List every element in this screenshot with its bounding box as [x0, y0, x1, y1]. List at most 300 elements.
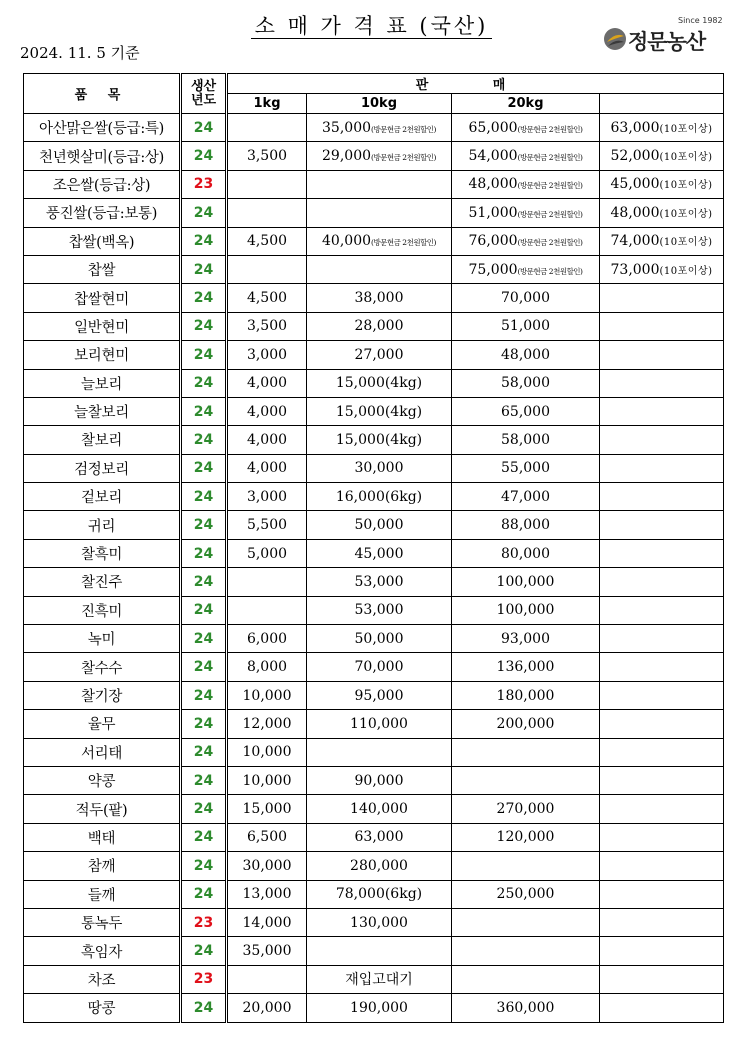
price-10kg: [307, 341, 452, 369]
price-bulk: [600, 710, 724, 738]
table-row: [24, 625, 724, 653]
price-bulk: [600, 312, 724, 340]
production-year: 24: [181, 397, 227, 425]
price-1kg: [227, 965, 307, 993]
price-value: 52,000: [610, 148, 660, 165]
price-20kg: [452, 426, 600, 454]
production-year: 23: [181, 170, 227, 198]
price-value: 270,000: [496, 801, 555, 818]
price-note: (10포이상): [659, 265, 713, 277]
production-year: 24: [181, 255, 227, 283]
price-note: (방문현금 2천원할인): [517, 209, 583, 219]
price-value: 40,000: [322, 233, 372, 250]
price-20kg: [452, 142, 600, 170]
item-name: 찰진주: [24, 568, 181, 596]
production-year: 24: [181, 852, 227, 880]
price-value: 80,000: [501, 545, 550, 562]
price-1kg: 4,000: [227, 454, 307, 482]
price-rows: [24, 114, 724, 1023]
price-20kg: [452, 908, 600, 936]
item-name: 참깨: [24, 852, 181, 880]
price-bulk: [600, 852, 724, 880]
header-10kg: 10kg: [307, 94, 452, 114]
item-name: 율무: [24, 710, 181, 738]
price-10kg: [307, 653, 452, 681]
item-name: 흑임자: [24, 937, 181, 965]
table-row: [24, 454, 724, 482]
price-value: 180,000: [496, 687, 555, 704]
price-1kg: 5,000: [227, 539, 307, 567]
production-year: 24: [181, 653, 227, 681]
price-value: 190,000: [350, 999, 408, 1016]
header-1kg: 1kg: [227, 94, 307, 114]
price-10kg: [307, 852, 452, 880]
price-value: 48,000: [610, 204, 660, 221]
price-value: 250,000: [496, 886, 555, 903]
price-bulk: [600, 284, 724, 312]
price-10kg: [307, 483, 452, 511]
production-year: 24: [181, 199, 227, 227]
price-value: 130,000: [350, 914, 408, 931]
price-20kg: [452, 511, 600, 539]
production-year: 24: [181, 568, 227, 596]
production-year: 23: [181, 908, 227, 936]
price-20kg: [452, 227, 600, 255]
page-title: 소 매 가 격 표 (국산): [0, 10, 743, 40]
price-note: (방문현금 2천원할인): [371, 238, 436, 248]
production-year: 24: [181, 312, 227, 340]
production-year: 24: [181, 426, 227, 454]
price-1kg: 4,000: [227, 426, 307, 454]
item-name: 일반현미: [24, 312, 181, 340]
price-20kg: [452, 170, 600, 198]
price-1kg: [227, 255, 307, 283]
price-10kg: [307, 568, 452, 596]
price-10kg: [307, 937, 452, 965]
price-value: 53,000: [354, 573, 404, 590]
item-name: 늘보리: [24, 369, 181, 397]
table-row: [24, 596, 724, 624]
price-value: 136,000: [496, 659, 555, 676]
table-row: [24, 284, 724, 312]
price-bulk: [600, 994, 724, 1022]
price-value: 28,000: [354, 318, 404, 335]
price-bulk: [600, 142, 724, 170]
table-row: [24, 114, 724, 142]
price-value: 76,000: [468, 233, 518, 250]
table-row: [24, 766, 724, 794]
price-10kg: [307, 625, 452, 653]
item-name: 찰흑미: [24, 539, 181, 567]
price-10kg: [307, 312, 452, 340]
production-year: 24: [181, 454, 227, 482]
price-bulk: [600, 653, 724, 681]
price-20kg: [452, 994, 600, 1022]
price-value: 15,000(4kg): [335, 431, 423, 448]
price-1kg: 10,000: [227, 738, 307, 766]
price-10kg: [307, 681, 452, 709]
price-value: 48,000: [468, 176, 518, 193]
price-20kg: [452, 539, 600, 567]
price-20kg: [452, 965, 600, 993]
price-value: 29,000: [322, 148, 372, 165]
price-20kg: [452, 284, 600, 312]
price-bulk: [600, 681, 724, 709]
item-name: 조은쌀(등급:상): [24, 170, 181, 198]
price-1kg: 3,500: [227, 312, 307, 340]
production-year: 24: [181, 710, 227, 738]
price-1kg: 3,500: [227, 142, 307, 170]
table-row: [24, 142, 724, 170]
price-1kg: 3,000: [227, 483, 307, 511]
price-1kg: 4,000: [227, 397, 307, 425]
price-10kg: [307, 199, 452, 227]
price-note: (방문현금 2천원할인): [371, 153, 436, 163]
price-10kg: [307, 369, 452, 397]
price-bulk: [600, 397, 724, 425]
price-20kg: [452, 454, 600, 482]
price-note: (10포이상): [659, 208, 713, 220]
price-value: 65,000: [468, 119, 518, 136]
price-20kg: [452, 483, 600, 511]
rice-leaf-icon: [602, 24, 628, 52]
price-table: [23, 73, 724, 1023]
price-20kg: [452, 795, 600, 823]
header-bulk: [600, 94, 724, 114]
production-year: 24: [181, 341, 227, 369]
price-value: 50,000: [354, 630, 404, 647]
table-row: [24, 426, 724, 454]
price-20kg: [452, 937, 600, 965]
price-bulk: [600, 908, 724, 936]
price-10kg: [307, 823, 452, 851]
price-1kg: 12,000: [227, 710, 307, 738]
price-value: 53,000: [354, 602, 404, 619]
price-value: 360,000: [496, 999, 555, 1016]
price-note: (10포이상): [659, 123, 713, 135]
price-bulk: [600, 454, 724, 482]
item-name: 약콩: [24, 766, 181, 794]
item-name: 찹쌀현미: [24, 284, 181, 312]
price-10kg: [307, 766, 452, 794]
table-row: [24, 227, 724, 255]
price-value: 73,000: [610, 261, 660, 278]
price-20kg: [452, 738, 600, 766]
header-item: 품 목: [24, 74, 181, 114]
price-20kg: [452, 596, 600, 624]
price-bulk: [600, 227, 724, 255]
price-value: 재입고대기: [345, 972, 413, 989]
table-row: [24, 255, 724, 283]
price-value: 100,000: [496, 602, 555, 619]
price-value: 16,000(6kg): [335, 488, 423, 505]
price-20kg: [452, 341, 600, 369]
table-row: [24, 170, 724, 198]
price-value: 93,000: [501, 630, 550, 647]
price-value: 74,000: [610, 233, 660, 250]
item-name: 겉보리: [24, 483, 181, 511]
price-bulk: [600, 937, 724, 965]
price-note: (방문현금 2천원할인): [517, 181, 583, 191]
price-20kg: [452, 397, 600, 425]
company-logo: [602, 16, 732, 56]
price-20kg: [452, 568, 600, 596]
price-bulk: [600, 795, 724, 823]
production-year: 24: [181, 738, 227, 766]
price-10kg: [307, 738, 452, 766]
price-value: 45,000: [610, 176, 660, 193]
price-value: 54,000: [468, 148, 518, 165]
price-20kg: [452, 312, 600, 340]
price-note: (방문현금 2천원할인): [517, 153, 583, 163]
table-row: [24, 199, 724, 227]
price-bulk: [600, 880, 724, 908]
table-row: [24, 965, 724, 993]
price-20kg: [452, 625, 600, 653]
production-year: 24: [181, 369, 227, 397]
production-year: 24: [181, 114, 227, 142]
price-1kg: 15,000: [227, 795, 307, 823]
table-row: [24, 823, 724, 851]
price-10kg: [307, 454, 452, 482]
price-10kg: [307, 994, 452, 1022]
price-value: 70,000: [501, 290, 550, 307]
price-note: (10포이상): [659, 152, 713, 164]
price-note: (10포이상): [659, 237, 713, 249]
price-1kg: 4,000: [227, 369, 307, 397]
table-row: [24, 795, 724, 823]
item-name: 아산맑은쌀(등급:특): [24, 114, 181, 142]
table-row: [24, 908, 724, 936]
item-name: 진흑미: [24, 596, 181, 624]
item-name: 검정보리: [24, 454, 181, 482]
price-bulk: [600, 199, 724, 227]
price-note: (방문현금 2천원할인): [517, 124, 583, 134]
table-row: [24, 568, 724, 596]
price-1kg: 10,000: [227, 681, 307, 709]
price-value: 95,000: [354, 687, 404, 704]
price-value: 15,000(4kg): [335, 375, 423, 392]
table-row: [24, 852, 724, 880]
price-10kg: [307, 227, 452, 255]
price-20kg: [452, 199, 600, 227]
production-year: 24: [181, 766, 227, 794]
production-year: 24: [181, 994, 227, 1022]
table-row: [24, 312, 724, 340]
price-bulk: [600, 539, 724, 567]
production-year: 24: [181, 823, 227, 851]
price-bulk: [600, 170, 724, 198]
price-bulk: [600, 483, 724, 511]
price-1kg: 10,000: [227, 766, 307, 794]
table-row: [24, 483, 724, 511]
reference-date: 2024. 11. 5 기준: [20, 44, 140, 62]
price-value: 51,000: [468, 204, 518, 221]
price-1kg: 35,000: [227, 937, 307, 965]
price-10kg: [307, 795, 452, 823]
table-row: [24, 397, 724, 425]
logo-since: Since 1982: [678, 16, 723, 25]
table-row: [24, 738, 724, 766]
header-sales: 판 매: [227, 74, 724, 94]
price-note: (방문현금 2천원할인): [517, 238, 583, 248]
production-year: 24: [181, 227, 227, 255]
production-year: 24: [181, 937, 227, 965]
price-1kg: 20,000: [227, 994, 307, 1022]
price-1kg: 5,500: [227, 511, 307, 539]
item-name: 귀리: [24, 511, 181, 539]
price-value: 63,000: [354, 829, 404, 846]
item-name: 차조: [24, 965, 181, 993]
price-1kg: 4,500: [227, 227, 307, 255]
price-1kg: [227, 114, 307, 142]
price-bulk: [600, 738, 724, 766]
price-1kg: [227, 596, 307, 624]
item-name: 녹미: [24, 625, 181, 653]
production-year: 24: [181, 795, 227, 823]
price-value: 55,000: [501, 460, 550, 477]
price-1kg: 13,000: [227, 880, 307, 908]
price-10kg: [307, 284, 452, 312]
price-20kg: [452, 369, 600, 397]
price-value: 120,000: [496, 829, 555, 846]
price-value: 100,000: [496, 573, 555, 590]
price-value: 47,000: [501, 488, 550, 505]
price-note: (10포이상): [659, 180, 713, 192]
price-1kg: [227, 199, 307, 227]
header-20kg: 20kg: [452, 94, 600, 114]
price-bulk: [600, 596, 724, 624]
price-20kg: [452, 653, 600, 681]
production-year: 24: [181, 142, 227, 170]
price-bulk: [600, 568, 724, 596]
production-year: 24: [181, 625, 227, 653]
price-value: 45,000: [354, 545, 404, 562]
price-note: (방문현금 2천원할인): [517, 266, 583, 276]
price-value: 63,000: [610, 119, 660, 136]
price-value: 88,000: [501, 517, 550, 534]
price-20kg: [452, 114, 600, 142]
price-bulk: [600, 369, 724, 397]
price-value: 15,000(4kg): [335, 403, 423, 420]
price-value: 90,000: [354, 772, 404, 789]
table-row: [24, 539, 724, 567]
price-10kg: [307, 880, 452, 908]
table-row: [24, 369, 724, 397]
logo-name: 정문농산: [628, 30, 706, 54]
item-name: 찹쌀(백옥): [24, 227, 181, 255]
price-value: 200,000: [496, 715, 555, 732]
price-1kg: 14,000: [227, 908, 307, 936]
price-value: 75,000: [468, 261, 518, 278]
price-value: 110,000: [350, 715, 408, 732]
item-name: 풍진쌀(등급:보통): [24, 199, 181, 227]
price-value: 35,000: [322, 119, 372, 136]
price-20kg: [452, 852, 600, 880]
price-10kg: [307, 908, 452, 936]
production-year: 24: [181, 539, 227, 567]
price-value: 70,000: [354, 659, 404, 676]
table-row: [24, 511, 724, 539]
item-name: 늘찰보리: [24, 397, 181, 425]
price-value: 58,000: [501, 431, 550, 448]
price-1kg: [227, 170, 307, 198]
item-name: 백태: [24, 823, 181, 851]
price-10kg: [307, 965, 452, 993]
item-name: 찹쌀: [24, 255, 181, 283]
price-value: 51,000: [501, 318, 550, 335]
item-name: 땅콩: [24, 994, 181, 1022]
price-20kg: [452, 880, 600, 908]
price-10kg: [307, 397, 452, 425]
production-year: 24: [181, 596, 227, 624]
item-name: 들깨: [24, 880, 181, 908]
production-year: 24: [181, 681, 227, 709]
production-year: 24: [181, 284, 227, 312]
price-1kg: 6,000: [227, 625, 307, 653]
price-10kg: [307, 596, 452, 624]
price-bulk: [600, 426, 724, 454]
header-year: 생산 년도: [181, 74, 227, 114]
price-20kg: [452, 766, 600, 794]
price-value: 140,000: [350, 801, 408, 818]
price-20kg: [452, 710, 600, 738]
production-year: 24: [181, 483, 227, 511]
price-20kg: [452, 255, 600, 283]
price-bulk: [600, 965, 724, 993]
table-row: [24, 341, 724, 369]
price-1kg: 8,000: [227, 653, 307, 681]
item-name: 천년햇살미(등급:상): [24, 142, 181, 170]
price-10kg: [307, 142, 452, 170]
price-20kg: [452, 823, 600, 851]
price-10kg: [307, 539, 452, 567]
price-1kg: 3,000: [227, 341, 307, 369]
price-10kg: [307, 710, 452, 738]
price-value: 50,000: [354, 517, 404, 534]
price-1kg: 30,000: [227, 852, 307, 880]
price-bulk: [600, 341, 724, 369]
price-1kg: [227, 568, 307, 596]
item-name: 서리태: [24, 738, 181, 766]
price-1kg: 4,500: [227, 284, 307, 312]
price-bulk: [600, 766, 724, 794]
price-10kg: [307, 511, 452, 539]
item-name: 보리현미: [24, 341, 181, 369]
production-year: 24: [181, 511, 227, 539]
production-year: 24: [181, 880, 227, 908]
price-value: 280,000: [350, 857, 408, 874]
price-1kg: 6,500: [227, 823, 307, 851]
price-value: 78,000(6kg): [335, 886, 423, 903]
table-row: [24, 880, 724, 908]
price-value: 58,000: [501, 375, 550, 392]
price-value: 27,000: [354, 346, 404, 363]
production-year: 23: [181, 965, 227, 993]
price-value: 38,000: [354, 290, 404, 307]
item-name: 찰보리: [24, 426, 181, 454]
table-row: [24, 994, 724, 1022]
price-bulk: [600, 823, 724, 851]
price-value: 65,000: [501, 403, 550, 420]
item-name: 적두(팥): [24, 795, 181, 823]
table-row: [24, 937, 724, 965]
price-bulk: [600, 511, 724, 539]
item-name: 찰수수: [24, 653, 181, 681]
price-value: 30,000: [354, 460, 404, 477]
table-row: [24, 710, 724, 738]
price-10kg: [307, 426, 452, 454]
